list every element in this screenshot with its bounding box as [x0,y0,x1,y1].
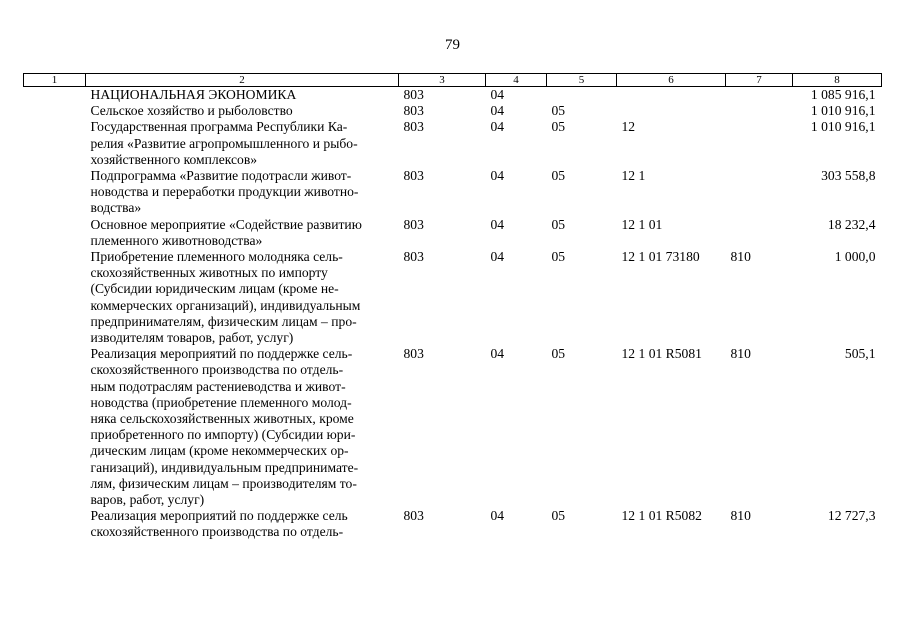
section-code: 04 [490,168,505,184]
ministry-code: 803 [403,346,424,362]
column-number: 1 [24,74,86,87]
table-body [24,87,882,541]
ministry-code: 803 [403,103,424,119]
section-code: 04 [490,346,505,362]
table-row [24,103,882,119]
budget-table [23,73,882,541]
expense-type-code: 810 [730,249,751,265]
ministry-code: 803 [403,508,424,524]
expense-type-code [726,217,793,249]
amount: 1 010 916,1 [810,103,876,119]
table-row [24,217,882,249]
ministry-code: 803 [403,119,424,135]
subsection-code: 05 [551,249,566,265]
expense-type-code: 810 [730,346,751,362]
expense-type-code: 810 [730,508,751,524]
table-row [24,168,882,217]
expense-type-code [726,103,793,119]
column-number: 5 [547,74,617,87]
table-row [24,249,882,346]
empty-cell [24,87,86,104]
table-row [24,119,882,168]
target-article-code [617,103,726,119]
subsection-code: 05 [551,103,566,119]
amount: 1 010 916,1 [810,119,876,135]
amount: 1 085 916,1 [810,87,876,102]
empty-cell [24,508,86,540]
table-row [24,508,882,540]
column-number: 8 [793,74,882,87]
subsection-code: 05 [551,168,566,184]
amount: 505,1 [844,346,876,362]
item-name: Реализация мероприятий по поддержке сель скохозяйственного производства по отдель- [90,508,348,540]
amount: 303 558,8 [821,168,876,184]
expense-type-code [726,168,793,217]
item-name: Подпрограмма «Развитие подотрасли живот- новодства и переработки продукции животно- водства» [90,168,359,216]
column-number: 3 [399,74,486,87]
section-code: 04 [490,216,505,232]
target-article-code: 12 1 01 73180 [621,249,700,265]
amount: 18 232,4 [827,216,876,232]
empty-cell [24,346,86,508]
table-row [24,346,882,508]
empty-cell [24,249,86,346]
column-number: 2 [86,74,399,87]
item-name: Сельское хозяйство и рыболовство [90,103,293,119]
section-code: 04 [490,249,505,265]
item-name: Приобретение племенного молодняка сель- скохозяйственных животных по импорту (Субсидии юридическим лицам (кроме не- коммерческих организаций), индивидуальным предпринимателям, физическим лицам – про- изводителям товаров, работ, услуг) [90,249,361,346]
amount: 1 000,0 [834,249,876,265]
ministry-code: 803 [403,87,424,102]
ministry-code: 803 [403,168,424,184]
subsection-code: 05 [551,216,566,232]
target-article-code: 12 1 01 R5081 [621,346,702,362]
item-name: НАЦИОНАЛЬНАЯ ЭКОНОМИКА [90,87,297,102]
section-code: 04 [490,119,505,135]
column-number: 7 [726,74,793,87]
section-code: 04 [490,508,505,524]
empty-cell [24,217,86,249]
table-row [24,87,882,104]
subsection-code: 05 [551,119,566,135]
subsection-code [547,87,617,104]
section-code: 04 [490,103,505,119]
expense-type-code [726,119,793,168]
column-number-row [24,74,882,87]
target-article-code: 12 1 01 [621,216,663,232]
target-article-code: 12 [621,119,636,135]
column-number: 6 [617,74,726,87]
subsection-code: 05 [551,346,566,362]
section-code: 04 [490,87,505,102]
subsection-code: 05 [551,508,566,524]
item-name: Основное мероприятие «Содействие развитию племенного животноводства» [90,216,362,248]
amount: 12 727,3 [827,508,876,524]
expense-type-code [726,87,793,104]
empty-cell [24,103,86,119]
target-article-code [617,87,726,104]
ministry-code: 803 [403,216,424,232]
empty-cell [24,168,86,217]
ministry-code: 803 [403,249,424,265]
item-name: Реализация мероприятий по поддержке сель- скохозяйственного производства по отдель- ным подотраслям растениеводства и живот- новодства (приобретение племенного молод- няка сельскохозяйственных животных, кроме приобретенного по импорту) (Субсидии юри- дическим лицам (кроме некоммерческих ор- ганизаций), индивидуальным предпринимате- лям, физическим лицам – производителям то- варов, работ, услуг) [90,346,359,508]
page-number: 79 [445,37,460,53]
target-article-code: 12 1 [621,168,646,184]
item-name: Государственная программа Республики Ка- релия «Развитие агропромышленного и рыбо- хозяйственного комплексов» [90,119,358,167]
empty-cell [24,119,86,168]
column-number: 4 [486,74,547,87]
target-article-code: 12 1 01 R5082 [621,508,702,524]
